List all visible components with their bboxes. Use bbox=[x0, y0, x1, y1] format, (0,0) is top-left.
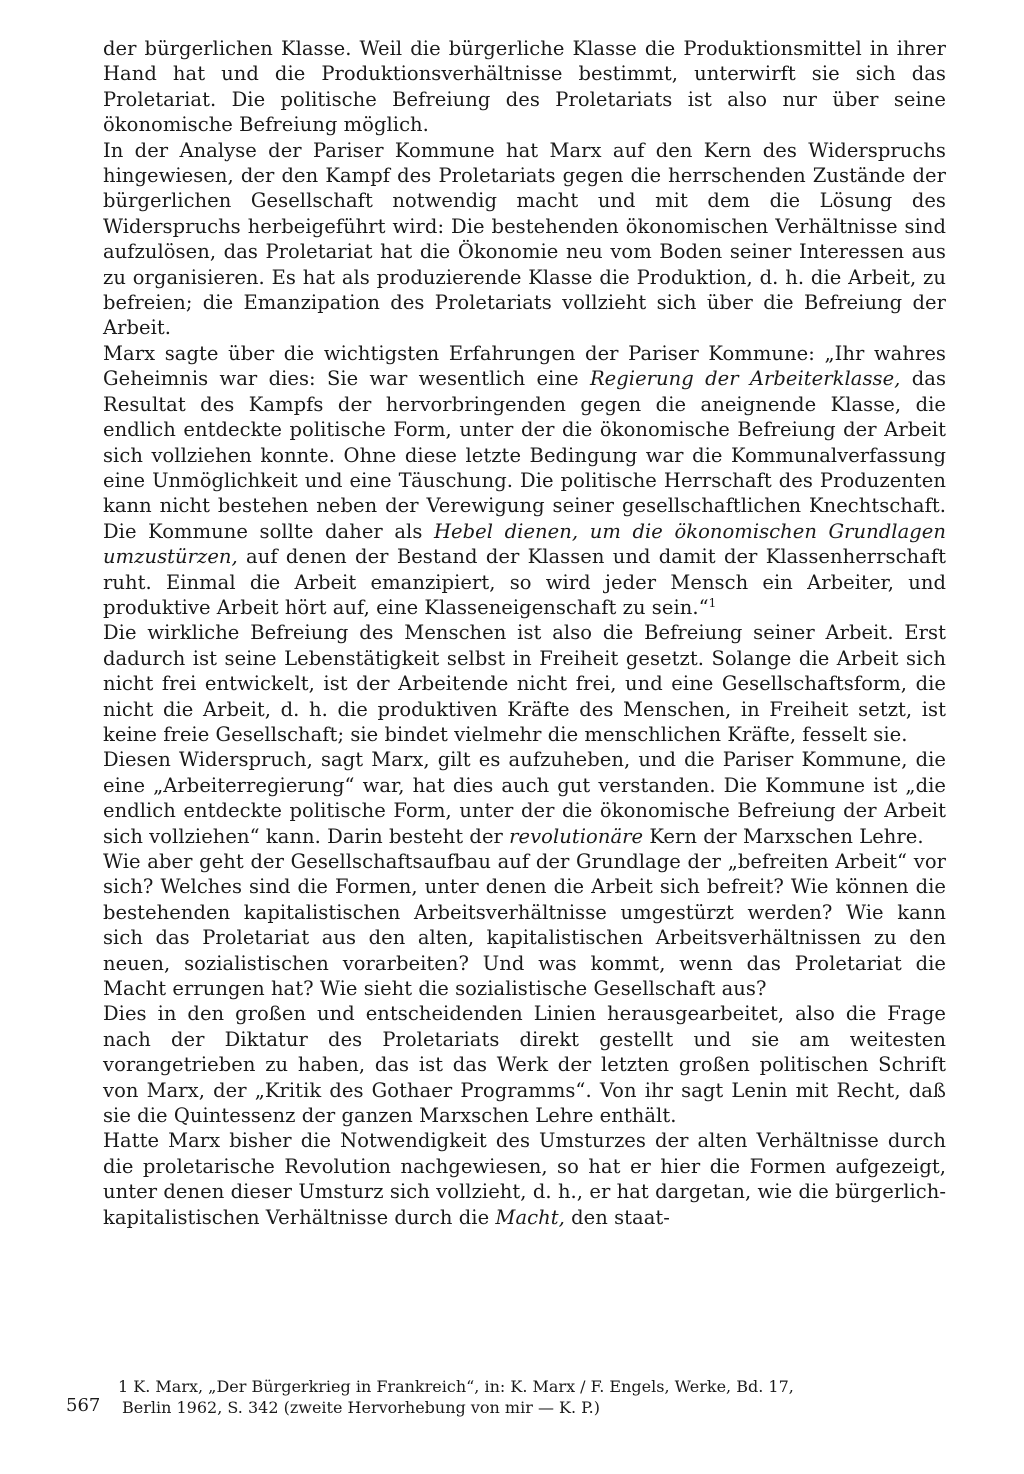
footnote-reference: 1 bbox=[708, 595, 717, 610]
footnote-marker: 1 bbox=[118, 1377, 129, 1396]
footnote bbox=[118, 1376, 948, 1418]
paragraph-6: Wie aber geht der Gesellschaftsaufbau auf der Grundlage der „befreiten Arbeit“ vor sich? Welches sind die Formen, unter denen die Arbeit sich befreit? Wie können die bestehenden kapitalistischen Arbeitsverhältnisse umgestürzt werden? Wie kann sich das Proletariat aus den alten, kapitalistischen Arbeitsverhältnissen zu den neuen, sozialistischen vorarbeiten? Und was kommt, wenn das Proletariat die Macht errungen hat? Wie sieht die sozialistische Gesellschaft aus? bbox=[103, 850, 946, 1001]
paragraph-4: Die wirkliche Befreiung des Menschen ist also die Befreiung seiner Arbeit. Erst dadurch ist seine Lebenstätigkeit selbst in Freiheit gesetzt. Solange die Arbeit sich nicht frei entwickelt, ist der Arbeitende nicht frei, und eine Gesellschaftsform, die nicht die Arbeit, d. h. die produktiven Kräfte des Menschen, in Freiheit setzt, ist keine freie Gesellschaft; sie bindet vielmehr die menschlichen Kräfte, fesselt sie. bbox=[103, 621, 946, 746]
emphasis-text: revolutionäre bbox=[509, 824, 644, 848]
emphasis-text: Hebel dienen, um die ökonomischen Grundlagen umzustürzen, bbox=[103, 519, 946, 569]
emphasis-text: Macht, bbox=[495, 1205, 565, 1229]
paragraph-2: In der Analyse der Pariser Kommune hat Marx auf den Kern des Widerspruchs hingewiesen, der den Kampf des Proletariats gegen die herrschenden Zustände der bürgerlichen Gesellschaft notwendig macht und mit dem die Lösung des Widerspruchs herbeigeführt wird: Die bestehenden ökonomischen Verhältnisse sind aufzulösen, das Proletariat hat die Ökonomie neu vom Boden seiner Interessen aus zu organisieren. Es hat als produzierende Klasse die Produktion, d. h. die Arbeit, zu befreien; die Emanzipation des Proletariats vollzieht sich über die Befreiung der Arbeit. bbox=[103, 138, 946, 340]
emphasis-text: Regierung der Arbeiterklasse, bbox=[589, 367, 901, 391]
paragraph-7: Dies in den großen und entscheidenden Linien herausgearbeitet, also die Frage nach der Diktatur des Proletariats direkt gestellt und sie am weitesten vorangetrieben zu haben, das ist das Werk der letzten großen politischen Schrift von Marx, der „Kritik des Gothaer Programms“. Von ihr sagt Lenin mit Recht, daß sie die Quintessenz der ganzen Marxschen Lehre enthält. bbox=[103, 1002, 946, 1128]
paragraph-8: Hatte Marx bisher die Notwendigkeit des Umsturzes der alten Verhältnisse durch die proletarische Revolution nachgewiesen, so hat er hier die Formen aufgezeigt, unter denen dieser Umsturz sich vollzieht, d. h., er hat dargetan, wie die bürgerlich-kapitalistischen Verhältnisse durch die Macht, den staat- bbox=[103, 1129, 946, 1229]
paragraph-5: Diesen Widerspruch, sagt Marx, gilt es aufzuheben, und die Pariser Kommune, die eine „Arbeiterregierung“ war, hat dies auch gut verstanden. Die Kommune ist „die endlich entdeckte politische Form, unter der die ökonomische Befreiung der Arbeit sich vollziehen“ kann. Darin besteht der revolutionäre Kern der Marxschen Lehre. bbox=[103, 748, 946, 848]
page-number: 567 bbox=[66, 1395, 101, 1416]
footnote-line-2: Berlin 1962, S. 342 (zweite Hervorhebung von mir — K. P.) bbox=[122, 1398, 601, 1417]
paragraph-1: der bürgerlichen Klasse. Weil die bürgerliche Klasse die Produktionsmittel in ihrer Hand hat und die Produktionsverhältnisse bestimmt, unterwirft sie sich das Proletariat. Die politische Befreiung des Proletariats ist also nur über seine ökonomische Befreiung möglich. bbox=[103, 37, 946, 137]
paragraph-3-quote: Marx sagte über die wichtigsten Erfahrungen der Pariser Kommune: „Ihr wahres Geheimnis war dies: Sie war wesentlich eine Regierung der Arbeiterklasse, das Resultat des Kampfs der hervorbringenden gegen die aneignende Klasse, die endlich entdeckte politische Form, unter der die ökonomische Befreiung der Arbeit sich vollziehen konnte. Ohne diese letzte Bedingung war die Kommunalverfassung eine Unmöglichkeit und eine Täuschung. Die politische Herrschaft des Produzenten kann nicht bestehen neben der Verewigung seiner gesellschaftlichen Knechtschaft. Die Kommune sollte daher als Hebel dienen, um die ökonomischen Grundlagen umzustürzen, auf denen der Bestand der Klassen und damit der Klassenherrschaft ruht. Einmal die Arbeit emanzipiert, so wird jeder Mensch ein Arbeiter, und produktive Arbeit hört auf, eine Klasseneigenschaft zu sein.“$^1$ bbox=[103, 341, 947, 619]
footnote-line-1: 1 K. Marx, „Der Bürgerkrieg in Frankreich“, in: K. Marx / F. Engels, Werke, Bd. 17, bbox=[118, 1377, 794, 1396]
body-text bbox=[103, 36, 946, 1230]
